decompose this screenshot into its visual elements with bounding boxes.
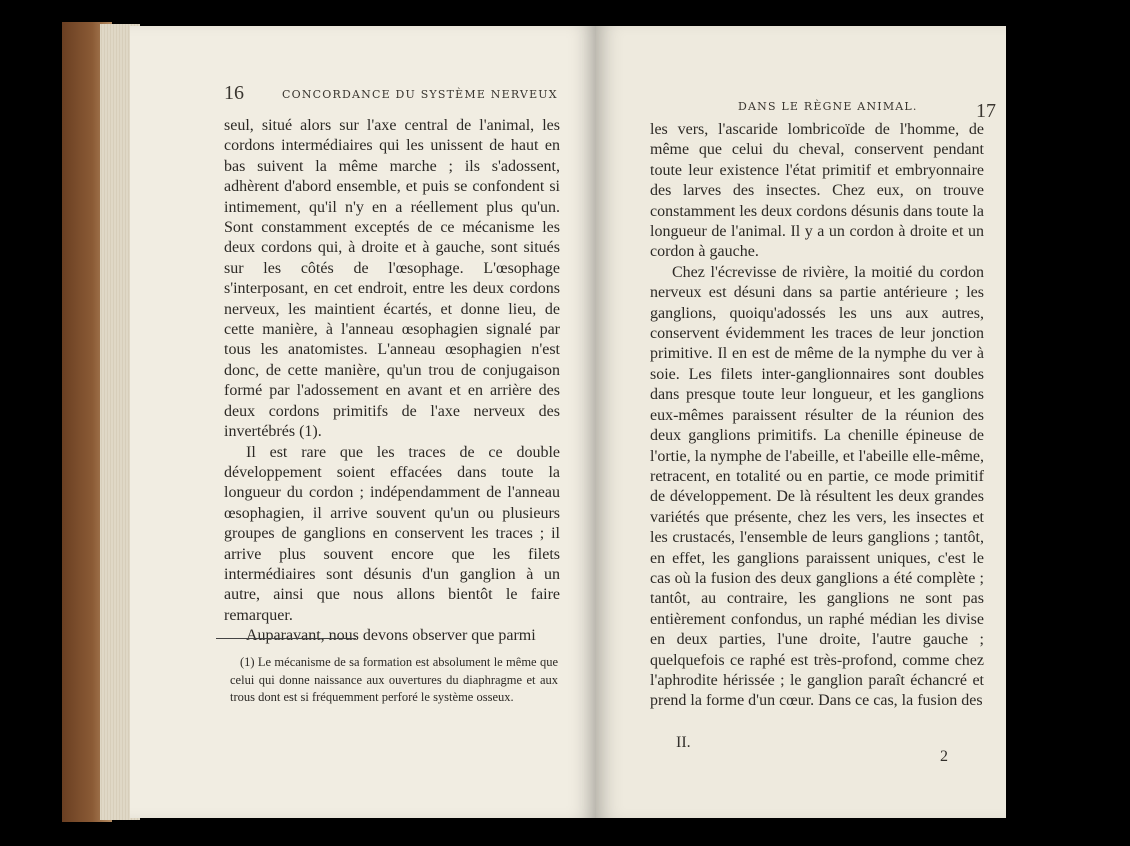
footnote-rule: [216, 638, 356, 639]
right-page: [596, 26, 1006, 818]
left-page: [130, 26, 596, 818]
left-paragraph-2: Il est rare que les traces de ce double développement soient effacées dans toute la longueur du cordon ; indépendamment de l'anneau œsophagien, il arrive souvent qu'un ou plusieurs groupes de ganglions en conservent les traces ; il arrive plus souvent encore que les filets intermédiaires sont désunis d'un ganglion à un autre, ainsi que nous allons bientôt le faire remarquer.: [224, 443, 560, 624]
right-paragraph-2: Chez l'écrevisse de rivière, la moitié du cordon nerveux est désuni dans sa partie antérieure ; les ganglions, quoiqu'adossés les uns aux autres, conservent évidemment les traces de leur jonction primitive. Il en est de même de la nymphe du ver à soie. Les filets inter-ganglionnaires sont doubles dans presque toute leur longueur, et les ganglions eux-mêmes paraissent résulter de la réunion des deux ganglions primitifs. La chenille épineuse de l'ortie, la nymphe de l'abeille, et l'abeille elle-même, retracent, en totalité ou en partie, ce mode primitif de développement. De là résultent les deux grandes variétés que présente, chez les vers, les insectes et les crustacés, l'ensemble de leurs ganglions ; tantôt, en effet, les ganglions paraissent uniques, c'est le cas où la fusion des deux ganglions a été complète ; tantôt, au contraire, les ganglions ne sont pas entièrement confondus, un raphé médian les divise en deux parties, l'une droite, l'autre gauche ; quelquefois ce raphé est très-profond, comme chez l'aphrodite hérissée ; le ganglion paraît échancré et prend la forme d'un cœur. Dans ce cas, la fusion des: [650, 263, 984, 710]
left-paragraph-3: Auparavant, nous devons observer que parmi: [246, 627, 536, 645]
left-page-number: 16: [224, 82, 244, 104]
signature-mark: II.: [676, 734, 691, 751]
left-running-head: CONCORDANCE DU SYSTÈME NERVEUX: [282, 88, 558, 101]
left-paragraph-1: seul, situé alors sur l'axe central de l'animal, les cordons intermédiaires qui les unissent de haut en bas suivent la même marche ; ils s'adossent, adhèrent d'abord ensemble, et puis se confondent si intimement, qu'il n'y en a réellement plus qu'un. Sont constamment exceptés de ce mécanisme les deux cordons qui, à droite et à gauche, sont situés sur les côtés de l'œsophage. L'œsophage s'interposant, en cet endroit, entre les deux cordons nerveux, les maintient écartés, et donne lieu, de cette manière, à l'anneau œsophagien signalé par tous les anatomistes. L'anneau œsophagien n'est donc, de cette manière, qu'un trou de conjugaison formé par l'adossement en avant et en arrière des deux cordons primitifs de l'axe nerveux des invertébrés (1).: [224, 117, 560, 441]
gathering-number: 2: [940, 748, 948, 765]
right-page-number: 17: [976, 100, 996, 122]
right-body-text: [650, 120, 984, 712]
left-body-text: [224, 116, 560, 647]
footnote: (1) Le mécanisme de sa formation est absolument le même que celui qui donne naissance aux ouvertures du diaphragme et aux trous dont est si fréquemment perforé le système osseux.: [230, 655, 558, 704]
right-running-head: DANS LE RÈGNE ANIMAL.: [738, 100, 918, 113]
right-paragraph-1: les vers, l'ascaride lombricoïde de l'homme, de même que celui du cheval, conservent pendant toute leur existence l'état primitif et embryonnaire des larves des insectes. Chez eux, on trouve constamment les deux cordons désunis dans toute la longueur de l'animal. Il y a un cordon à droite et un cordon à gauche.: [650, 121, 984, 261]
